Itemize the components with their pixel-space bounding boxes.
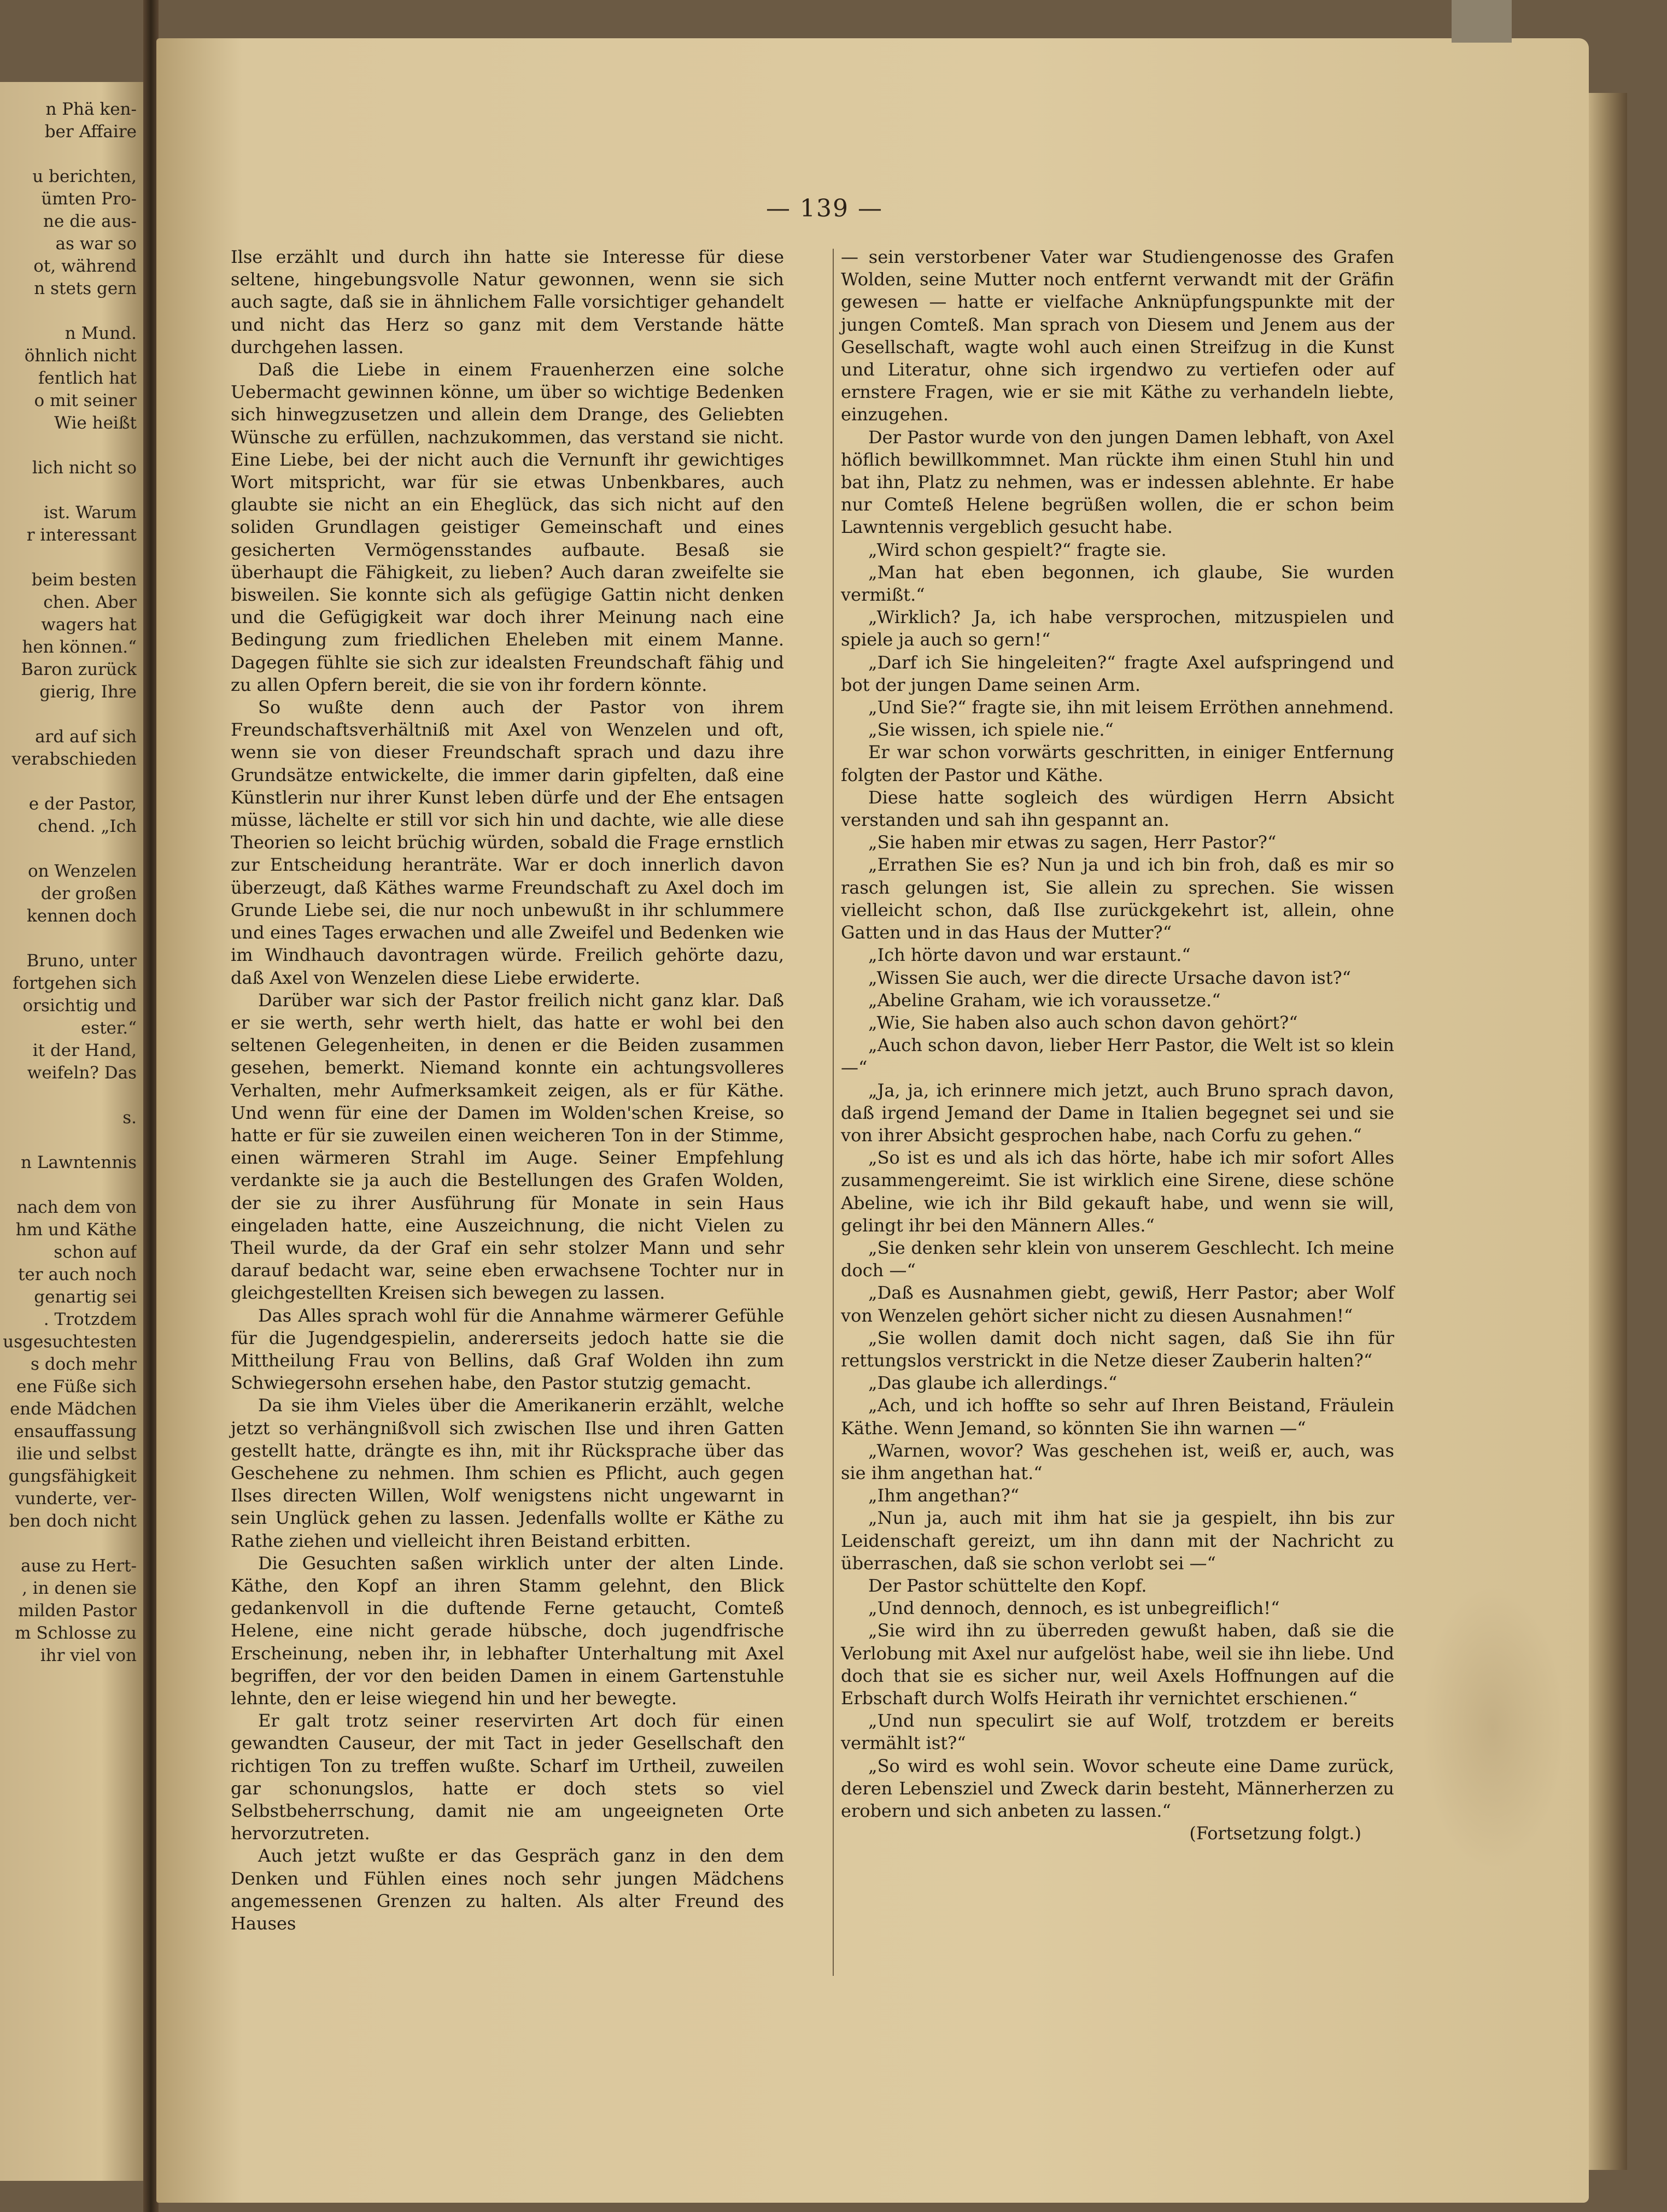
left-page-line: fentlich hat bbox=[38, 368, 137, 388]
paragraph: „Sie wissen, ich spiele nie.“ bbox=[868, 719, 1114, 741]
paragraph: „Sie wird ihn zu überreden gewußt haben, daß sie die Verlobung mit Axel nur aufgelöst habe, weil sie ihn liebe. Und doch that sie es sicher nur, weil Axels Hoffnungen auf die Erbschaft durch Wolfs Heirath ihr vernichtet erschienen.“ bbox=[841, 1620, 1394, 1709]
left-page-line: vunderte, ver- bbox=[15, 1489, 137, 1509]
left-page-line: nach dem von bbox=[16, 1198, 137, 1217]
left-page-line: ester.“ bbox=[80, 1018, 137, 1038]
paragraph: Die Gesuchten saßen wirklich unter der alten Linde. Käthe, den Kopf an ihren Stamm gelehnt, den Blick gedankenvoll in die duftende Ferne getaucht, Comteß Helene, eine nicht gerade hübsche, doch jugendfrische Erscheinung, neben ihr, in lebhafter Unterhaltung mit Axel begriffen, der vor den beiden Damen in einem Gartenstuhle lehnte, den er leise wiegend hin und her bewegte. bbox=[231, 1552, 784, 1709]
left-page-line: m Schlosse zu bbox=[15, 1623, 137, 1643]
left-page-line: r interessant bbox=[26, 525, 137, 545]
left-page-line: ben doch nicht bbox=[9, 1511, 137, 1531]
paragraph: Da sie ihm Vieles über die Amerikanerin erzählt, welche jetzt so verhängnißvoll sich zwischen Ilse und ihren Gatten gestellt hatte, drängte es ihn, mit ihr Rücksprache über das Geschehene zu nehmen. Ihm schien es Pflicht, auch gegen Ilses directen Willen, Wolf wenigstens nicht ungewarnt in sein Unglück gehen zu lassen. Jedenfalls wollte er Käthe zu Rathe ziehen und vielleicht ihren Beistand erbitten. bbox=[231, 1395, 784, 1551]
paragraph: „Ich hörte davon und war erstaunt.“ bbox=[868, 944, 1191, 966]
left-page-line: , in denen sie bbox=[22, 1579, 137, 1598]
left-page-line: der großen bbox=[40, 884, 137, 903]
left-page-line: n Mund. bbox=[65, 324, 137, 343]
paragraph: Er galt trotz seiner reservirten Art doch für einen gewandten Causeur, der mit Tact in jeder Gesellschaft den richtigen Ton zu treffen wußte. Scharf im Urtheil, zuweilen gar schonungslos, hatte er doch stets so viel Selbstbeherrschung, damit nie am ungeeigneten Orte hervorzutreten. bbox=[231, 1710, 784, 1844]
left-page-line: usgesuchtesten bbox=[3, 1332, 137, 1352]
left-page-line: wagers hat bbox=[41, 615, 137, 635]
left-page-line: . Trotzdem bbox=[43, 1310, 137, 1329]
left-page-line: e der Pastor, bbox=[28, 794, 137, 814]
paragraph: „Wie, Sie haben also auch schon davon gehört?“ bbox=[868, 1012, 1298, 1033]
paragraph: „Man hat eben begonnen, ich glaube, Sie wurden vermißt.“ bbox=[841, 561, 1394, 606]
left-page-line: n Lawntennis bbox=[21, 1153, 137, 1172]
left-page-line: schon auf bbox=[54, 1242, 137, 1262]
left-page-line: lich nicht so bbox=[32, 458, 137, 478]
paragraph: Er war schon vorwärts geschritten, in einiger Entfernung folgten der Pastor und Käthe. bbox=[841, 742, 1394, 785]
paragraph: Der Pastor schüttelte den Kopf. bbox=[868, 1575, 1147, 1596]
left-page-line: ne die aus- bbox=[43, 212, 137, 231]
left-page-line: on Wenzelen bbox=[27, 861, 137, 881]
paragraph: „Und dennoch, dennoch, es ist unbegreiflich!“ bbox=[868, 1598, 1280, 1619]
paragraph: Daß die Liebe in einem Frauenherzen eine solche Uebermacht gewinnen könne, um über so wichtige Bedenken sich hinwegzusetzen und allein dem Drange, des Geliebten Wünsche zu erfüllen, nachzukommen, das verstand sie nicht. Eine Liebe, bei der nicht auch die Vernunft ihr gewichtiges Wort mitspricht, war für sie etwas Unbenkbares, auch glaubte sie nicht an ein Eheglück, das sich nicht auf den soliden Grundlagen geistiger Gemeinschaft und eines gesicherten Vermögensstandes aufbaute. Besaß sie überhaupt die Fähigkeit, zu lieben? Auch daran zweifelte sie bisweilen. Sie konnte sich als gefügige Gattin nicht denken und die Gefügigkeit war doch ihrer Meinung nach eine Bedingung zum friedlichen Eheleben mit einem Manne. Dagegen fühlte sie sich zur idealsten Freundschaft fähig und zu allen Opfern bereit, die sie von ihr fordern könnte. bbox=[231, 359, 784, 695]
left-page-line: u berichten, bbox=[32, 167, 137, 186]
left-page-line: kennen doch bbox=[26, 906, 137, 926]
column-divider bbox=[833, 249, 834, 1976]
left-page-line: weifeln? Das bbox=[27, 1063, 137, 1083]
paragraph: „Ja, ja, ich erinnere mich jetzt, auch Bruno sprach davon, daß irgend Jemand der Dame in Italien begegnet sei und sie von ihrer Absicht gesprochen habe, nach Corfu zu gehen.“ bbox=[841, 1079, 1394, 1146]
left-page-line: Baron zurück bbox=[21, 660, 137, 679]
paragraph: (Fortsetzung folgt.) bbox=[1189, 1823, 1361, 1844]
left-page-line: beim besten bbox=[31, 570, 137, 590]
paragraph: „Und Sie?“ fragte sie, ihn mit leisem Erröthen annehmend. bbox=[868, 697, 1394, 718]
paragraph: Auch jetzt wußte er das Gespräch ganz in den dem Denken und Fühlen eines noch sehr jungen Mädchens angemessenen Grenzen zu halten. Als alter Freund des Hauses bbox=[231, 1845, 784, 1934]
left-page-line: fortgehen sich bbox=[13, 973, 137, 993]
left-page-line: chend. „Ich bbox=[38, 817, 137, 836]
paragraph: — sein verstorbener Vater war Studiengenosse des Grafen Wolden, seine Mutter noch entfernt verwandt mit der Gräfin gewesen — hatte er vielfache Anknüpfungspunkte mit der jungen Comteß. Man sprach von Diesem und Jenem aus der Gesellschaft, wagte wohl auch einen Streifzug in die Kunst und Literatur, ohne sich irgendwo zu vertiefen oder auf ernstere Fragen, wie er sie mit Käthe zu verhandeln liebte, einzugehen. bbox=[841, 247, 1394, 425]
left-page-line: n Phä ken- bbox=[45, 99, 137, 119]
paragraph: „Das glaube ich allerdings.“ bbox=[868, 1372, 1118, 1394]
tape-strip bbox=[1452, 0, 1512, 43]
paragraph: „Wissen Sie auch, wer die directe Ursache davon ist?“ bbox=[868, 967, 1351, 988]
left-page-line: ber Affaire bbox=[44, 122, 137, 142]
paragraph: Der Pastor wurde von den jungen Damen lebhaft, von Axel höflich bewillkommnet. Man rückte ihm einen Stuhl hin und bat ihn, Platz zu nehmen, was er indessen ablehnte. Er habe nur Comteß Helene begrüßen wollen, die er schon beim Lawntennis vergeblich gesucht habe. bbox=[841, 426, 1394, 538]
left-page-line: verabschieden bbox=[11, 749, 137, 769]
left-page-line: ümten Pro- bbox=[41, 189, 137, 209]
paragraph: „Auch schon davon, lieber Herr Pastor, die Welt ist so klein —“ bbox=[841, 1035, 1394, 1078]
left-page-line: ensauffassung bbox=[14, 1422, 137, 1441]
left-page-line: ende Mädchen bbox=[9, 1399, 137, 1419]
left-page-line: milden Pastor bbox=[17, 1601, 137, 1621]
paragraph: „So wird es wohl sein. Wovor scheute eine Dame zurück, deren Lebensziel und Zweck darin besteht, Männerherzen zu erobern und sich anbeten zu lassen.“ bbox=[841, 1755, 1394, 1822]
left-page-line: gierig, Ihre bbox=[39, 682, 137, 702]
paragraph: „Nun ja, auch mit ihm hat sie ja gespielt, ihn bis zur Leidenschaft gereizt, um ihn dann mit der Nachricht zu überraschen, daß sie schon verlobt sei —“ bbox=[841, 1507, 1394, 1574]
paragraph: Ilse erzählt und durch ihn hatte sie Interesse für diese seltene, hingebungsvolle Natur gewonnen, wenn sie sich auch sagte, daß sie in ähnlichem Falle vorsichtiger gehandelt und nicht das Herz so ganz mit dem Verstande hätte durchgehen lassen. bbox=[231, 247, 784, 357]
paragraph: „Warnen, wovor? Was geschehen ist, weiß er, auch, was sie ihm angethan hat.“ bbox=[841, 1440, 1394, 1483]
text-column-left bbox=[231, 246, 784, 1935]
left-page-line: chen. Aber bbox=[43, 592, 137, 612]
left-page-line: as war so bbox=[55, 234, 137, 254]
paragraph: „Wirklich? Ja, ich habe versprochen, mitzuspielen und spiele ja auch so gern!“ bbox=[841, 607, 1394, 650]
left-page-line: gungsfähigkeit bbox=[8, 1466, 137, 1486]
left-page-line: s. bbox=[122, 1108, 137, 1128]
left-page-line: genartig sei bbox=[34, 1287, 137, 1307]
paragraph: „Daß es Ausnahmen giebt, gewiß, Herr Pastor; aber Wolf von Wenzelen gehört sicher nicht zu diesen Ausnahmen!“ bbox=[841, 1282, 1394, 1326]
left-page-line: ter auch noch bbox=[17, 1265, 137, 1284]
left-page-line: ard auf sich bbox=[35, 727, 137, 747]
paragraph: „Und nun speculirt sie auf Wolf, trotzdem er bereits vermählt ist?“ bbox=[841, 1710, 1394, 1754]
paragraph: Das Alles sprach wohl für die Annahme wärmerer Gefühle für die Jugendgespielin, andererseits jedoch hatte sie die Mittheilung Frau von Bellins, daß Graf Wolden ihn zum Schwiegersohn ersehen habe, den Pastor stutzig gemacht. bbox=[231, 1305, 784, 1394]
page-number: — 139 — bbox=[766, 195, 883, 222]
left-page-line: orsichtig und bbox=[22, 996, 137, 1016]
left-page-line: s doch mehr bbox=[31, 1354, 137, 1374]
left-page-line: o mit seiner bbox=[34, 391, 137, 410]
paragraph: „Sie wollen damit doch nicht sagen, daß Sie ihn für rettungslos verstrickt in die Netze dieser Zauberin halten?“ bbox=[841, 1327, 1394, 1371]
left-page-line: ilie und selbst bbox=[16, 1444, 137, 1464]
paragraph: „Ach, und ich hoffte so sehr auf Ihren Beistand, Fräulein Käthe. Wenn Jemand, so könnten Sie ihn warnen —“ bbox=[841, 1395, 1394, 1439]
paper-stain bbox=[1422, 1585, 1564, 1869]
paragraph: „So ist es und als ich das hörte, habe ich mir sofort Alles zusammengereimt. Sie ist wirklich eine Sirene, diese schöne Abeline, wie ich ihr Bild gekauft habe, und wenn sie will, gelingt ihr bei den Männern Alles.“ bbox=[841, 1147, 1394, 1236]
paragraph: „Errathen Sie es? Nun ja und ich bin froh, daß es mir so rasch gelungen ist, Sie allein zu sprechen. Sie wissen vielleicht schon, daß Ilse zurückgekehrt ist, allein, ohne Gatten und in das Haus der Mutter?“ bbox=[841, 854, 1394, 943]
left-page-line: hm und Käthe bbox=[15, 1220, 137, 1240]
paragraph: „Darf ich Sie hingeleiten?“ fragte Axel aufspringend und bot der jungen Dame seinen Arm. bbox=[841, 652, 1394, 695]
left-page-line: öhnlich nicht bbox=[24, 346, 137, 366]
left-page-line: Wie heißt bbox=[54, 413, 137, 433]
left-page-line: hen können.“ bbox=[22, 637, 137, 657]
left-page-line: ist. Warum bbox=[44, 503, 137, 523]
left-page-line: ene Füße sich bbox=[16, 1377, 137, 1397]
text-column-right bbox=[841, 246, 1394, 1845]
left-page-line: ot, während bbox=[33, 256, 137, 276]
paragraph: „Ihm angethan?“ bbox=[868, 1485, 1020, 1506]
page-edge bbox=[1589, 93, 1627, 2170]
left-page-line: it der Hand, bbox=[32, 1041, 137, 1060]
left-page-edge bbox=[0, 82, 145, 2181]
paragraph: Darüber war sich der Pastor freilich nicht ganz klar. Daß er sie werth, sehr werth hielt, das hatte er wohl bei den seltenen Gelegenheiten, in denen er die Beiden zusammen gesehen, bemerkt. Niemand konnte ein achtungsvolleres Verhalten, mehr Aufmerksamkeit zeigen, als er für Käthe. Und wenn für eine der Damen im Wolden'schen Kreise, so hatte er für sie zuweilen einen weicheren Ton in der Stimme, einen wärmeren Strahl im Auge. Seiner Empfehlung verdankte sie ja auch die Bestellungen des Grafen Wolden, der sie zu ihrer Ausführung für Monate in sein Haus eingeladen hatte, eine Auszeichnung, die nicht Vielen zu Theil wurde, da der Graf ein sehr stolzer Mann und sehr darauf bedacht war, seine eben erwachsene Tochter nur in gleichgestellten Kreisen sich bewegen zu lassen. bbox=[231, 989, 784, 1304]
left-page-line: Bruno, unter bbox=[26, 951, 137, 971]
paragraph: So wußte denn auch der Pastor von ihrem Freundschaftsverhältniß mit Axel von Wenzelen und oft, wenn sie von dieser Freundschaft sprach und dazu ihre Grundsätze entwickelte, die immer darin gipfelten, daß eine Künstlerin nur ihrer Kunst leben dürfe und der Ehe entsagen müsse, lächelte er still vor sich hin und dachte, wie alle diese Theorien so leicht brüchig würden, sobald die Frage ernstlich zur Entscheidung heranträte. War er doch innerlich davon überzeugt, daß Käthes warme Freundschaft zu Axel doch im Grunde Liebe sei, die nur noch unbewußt in ihr schlummere und eines Tages erwachen und alle Zweifel und Bedenken wie im Windhauch davontragen würde. Freilich gehörte dazu, daß Axel von Wenzelen diese Liebe erwiderte. bbox=[231, 697, 784, 988]
left-page-line: ihr viel von bbox=[40, 1646, 137, 1665]
paragraph: „Wird schon gespielt?“ fragte sie. bbox=[868, 539, 1167, 560]
paragraph: Diese hatte sogleich des würdigen Herrn Absicht verstanden und sah ihn gespannt an. bbox=[841, 787, 1394, 831]
left-page-line: n stets gern bbox=[34, 279, 137, 298]
paragraph: „Sie haben mir etwas zu sagen, Herr Pastor?“ bbox=[868, 832, 1277, 853]
paragraph: „Abeline Graham, wie ich voraussetze.“ bbox=[868, 989, 1221, 1011]
paragraph: „Sie denken sehr klein von unserem Geschlecht. Ich meine doch —“ bbox=[841, 1237, 1394, 1281]
left-page-line: ause zu Hert- bbox=[21, 1556, 137, 1576]
